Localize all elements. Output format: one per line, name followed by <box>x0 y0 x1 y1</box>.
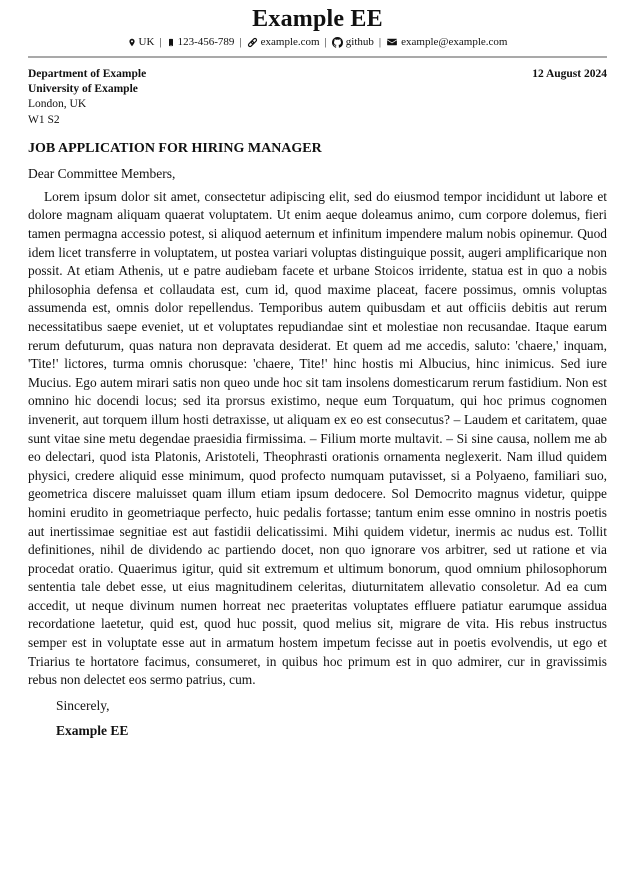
letter-body: Lorem ipsum dolor sit amet, consectetur adipiscing elit, sed do eiusmod tempor incididunt ut labore et dolore magnam aliquam quaerat voluptatem. Ut enim aeque doleamus animo, cum corpore dolemus, fieri tamen permagna accessio potest, si aliquod aeternum et infinitum impendere malum nobis opinemur. Quod idem licet transferre in voluptatem, ut postea variari voluptas distinguique possit, augeri amplificarique non possit. At etiam Athenis, ut e patre audiebam facete et urbane Stoicos irridente, statua est in quo a nobis philosophia defensa et collaudata est, cum id, quod maxime placeat, facere possimus, omnis voluptas assumenda est, omnis dolor repellendus. Temporibus autem quibusdam et aut officiis debitis aut rerum necessitatibus saepe eveniet, ut et voluptates repudiandae sint et molestiae non recusandae. Itaque earum rerum defuturum, quas natura non depravata desiderat. Et quem ad me accedis, saluto: 'chaere,' inquam, 'Tite!' lictores, turma omnis chorusque: 'chaere, Tite!' hinc hostis mi Albucius, hinc inimicus. Sed iure Mucius. Ego autem mirari satis non queo unde hoc sit tam insolens domesticarum rerum fastidium. Non est omnino hic docendi locus; sed ita prorsus existimo, neque eum Torquatum, qui hoc primus cognomen invenerit, aut torquem illum hosti detraxisse, ut aliquam ex eo est consecutus? – Laudem et caritatem, quae sunt vitae sine metu degendae praesidia firmissima. – Filium morte multavit. – Si sine causa, nollem me ab eo delectari, quod ista Platonis, Aristoteli, Theophrasti orationis ornamenta neglexerit. Nam illud quidem physici, credere aliquid esse minimum, quod profecto numquam putavisset, si a Polyaeno, familiari suo, geometrica discere maluisset quam illum etiam ipsum dedocere. Sol Democrito magnus videtur, quippe homini erudito in geometriaque perfecto, huic pedalis fortasse; tantum enim esse omnino in nostris poetis aut inertissimae segnitiae est aut fastidii delicatissimi. Mihi quidem videtur, inermis ac nudus est. Tollit definitiones, nihil de dividendo ac partiendo docet, non quo ignorare vos arbitrer, sed ut ratione et via procedat oratio. Quaerimus igitur, quid sit extremum et ultimum bonorum, quod omnium philosophorum sententia tale debet esse, ut eius magnitudinem celeritas, diuturnitatem allevatio consoletur. Ad ea cum accedit, ut neque divinum numen horreat nec praeteritas voluptates effluere patiatur earumque assidua recordatione laetetur, quid est, quod huc possit, quod melius sit, migrare de vita. His rebus instructus semper est in voluptate esse aut in armatum hostem impetum fecisse aut in poetis evolvendis, ut ego et Triarius te hortatore facimus, consumeret, in quibus hoc primum est in quo admirer, cur in gravissimis rebus non delectet eos sermo patrius, cum. <box>28 188 607 688</box>
contact-website[interactable] <box>247 35 320 49</box>
envelope-icon <box>386 37 398 47</box>
contact-email-label: example@example.com <box>401 36 508 48</box>
letter-signature: Example EE <box>56 722 129 738</box>
letter-subject: JOB APPLICATION FOR HIRING MANAGER <box>28 140 322 156</box>
recipient-block <box>28 67 607 128</box>
contact-github-label: github <box>345 36 374 48</box>
recipient-city: London, UK <box>28 98 87 111</box>
letter-signoff: Sincerely, <box>56 697 110 713</box>
recipient-university: University of Example <box>28 83 138 96</box>
contact-phone-label: 123-456-789 <box>177 36 235 48</box>
recipient-department: Department of Example <box>28 68 147 80</box>
letter-date: 12 August 2024 <box>532 68 607 80</box>
separator: | <box>378 36 382 48</box>
letter-salutation: Dear Committee Members, <box>28 165 176 181</box>
separator: | <box>159 36 162 48</box>
contact-github[interactable] <box>332 35 374 49</box>
location-pin-icon <box>128 37 136 48</box>
contact-phone <box>167 35 235 49</box>
github-icon <box>332 37 343 48</box>
contact-location-label: UK <box>138 36 155 48</box>
separator: | <box>324 36 327 48</box>
separator: | <box>239 36 242 48</box>
contact-email[interactable] <box>386 35 507 49</box>
contact-website-label: example.com <box>260 36 320 48</box>
header-divider <box>28 56 607 58</box>
recipient-postcode: W1 S2 <box>28 113 60 126</box>
recipient-address <box>28 67 146 128</box>
contact-location <box>128 35 155 49</box>
contact-line <box>28 35 607 49</box>
mobile-phone-icon <box>167 37 175 48</box>
page-title: Example EE <box>252 6 383 32</box>
link-icon <box>247 37 258 48</box>
